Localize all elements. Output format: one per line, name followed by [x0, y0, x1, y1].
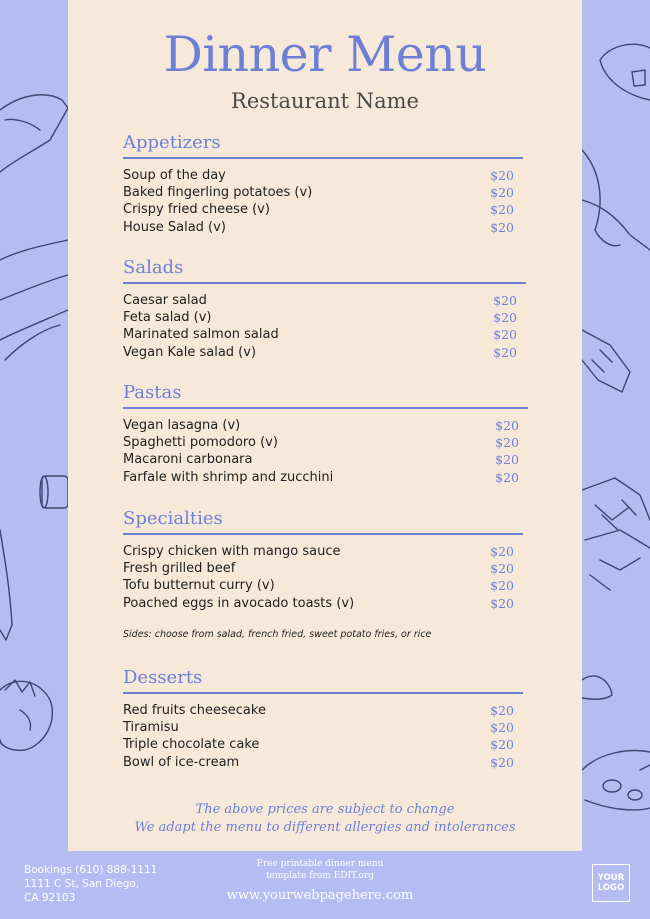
section-divider: [123, 157, 523, 159]
menu-item: [123, 184, 523, 201]
item-name: Soup of the day: [123, 168, 226, 184]
menu-item: [123, 292, 526, 309]
address-line-1: 1111 C St, San Diego,: [24, 878, 140, 890]
item-name: Triple chocolate cake: [123, 737, 260, 753]
section-appetizers: [123, 131, 523, 236]
menu-item: [123, 543, 523, 560]
template-credit: [200, 858, 440, 882]
contact-info: [24, 863, 157, 905]
address-line-2: CA 92103: [24, 892, 76, 904]
menu-item: [123, 309, 526, 326]
section-divider: [123, 407, 528, 409]
item-price: $20: [493, 310, 517, 326]
item-name: Bowl of ice-cream: [123, 754, 240, 770]
item-price: $20: [493, 327, 517, 343]
section-title: Pastas: [123, 382, 182, 403]
section-pastas: [123, 381, 528, 486]
menu-item: [123, 702, 523, 719]
item-name: Tiramisu: [123, 720, 179, 736]
item-name: Farfale with shrimp and zucchini: [123, 469, 334, 485]
item-name: Baked fingerling potatoes (v): [123, 185, 313, 201]
item-price: $20: [490, 578, 514, 594]
item-price: $20: [490, 561, 514, 577]
item-price: $20: [493, 293, 517, 309]
section-divider: [123, 282, 526, 284]
menu-item: [123, 595, 523, 612]
template-credit-line-1: Free printable dinner menu: [256, 859, 384, 869]
logo-line-1: YOUR: [597, 873, 625, 883]
allergy-note: We adapt the menu to different allergies and intolerances: [134, 820, 516, 835]
item-price: $20: [490, 219, 514, 235]
item-price: $20: [490, 754, 514, 770]
menu-item: [123, 219, 523, 236]
menu-item: [123, 417, 528, 434]
section-desserts: [123, 666, 523, 771]
section-title: Salads: [123, 257, 184, 278]
item-name: Poached eggs in avocado toasts (v): [123, 595, 355, 611]
menu-item: [123, 434, 528, 451]
item-name: Marinated salmon salad: [123, 327, 279, 343]
section-divider: [123, 533, 523, 535]
item-price: $20: [490, 202, 514, 218]
menu-item: [123, 201, 523, 218]
menu-item: [123, 577, 523, 594]
item-price: $20: [490, 703, 514, 719]
menu-item: [123, 469, 528, 486]
item-price: $20: [495, 452, 519, 468]
price-change-note: The above prices are subject to change: [195, 802, 455, 817]
item-price: $20: [493, 344, 517, 360]
section-title: Desserts: [123, 667, 203, 688]
item-name: Macaroni carbonara: [123, 452, 253, 468]
item-price: $20: [495, 469, 519, 485]
bookings-phone: Bookings (610) 888-1111: [24, 864, 158, 876]
item-price: $20: [490, 720, 514, 736]
item-price: $20: [490, 185, 514, 201]
sides-note: Sides: choose from salad, french fried, sweet potato fries, or rice: [123, 629, 432, 640]
menu-item: [123, 736, 523, 753]
item-price: $20: [490, 544, 514, 560]
menu-item: [123, 451, 528, 468]
menu-card: [68, 0, 582, 851]
menu-item: [123, 754, 523, 771]
restaurant-name: Restaurant Name: [231, 89, 419, 113]
section-salads: [123, 256, 526, 361]
item-price: $20: [495, 435, 519, 451]
menu-item: [123, 326, 526, 343]
menu-item: [123, 344, 526, 361]
item-name: Fresh grilled beef: [123, 561, 236, 577]
menu-title: Dinner Menu: [163, 26, 487, 83]
logo-placeholder: [592, 864, 630, 902]
menu-item: [123, 560, 523, 577]
item-price: $20: [490, 168, 514, 184]
website-url: www.yourwebpagehere.com: [226, 888, 414, 903]
item-name: Tofu butternut curry (v): [123, 578, 275, 594]
item-name: Vegan Kale salad (v): [123, 344, 257, 360]
item-name: Crispy chicken with mango sauce: [123, 544, 341, 560]
item-price: $20: [490, 737, 514, 753]
item-name: Red fruits cheesecake: [123, 703, 266, 719]
item-price: $20: [495, 418, 519, 434]
section-title: Appetizers: [123, 132, 221, 153]
section-specialties: [123, 507, 523, 612]
item-name: Crispy fried cheese (v): [123, 202, 270, 218]
item-name: Vegan lasagna (v): [123, 418, 241, 434]
section-divider: [123, 692, 523, 694]
item-price: $20: [490, 595, 514, 611]
section-title: Specialties: [123, 508, 223, 529]
item-name: Caesar salad: [123, 293, 207, 309]
menu-item: [123, 719, 523, 736]
template-credit-line-2: template from EDIT.org: [265, 871, 375, 881]
logo-line-2: LOGO: [597, 883, 625, 893]
item-name: Feta salad (v): [123, 310, 212, 326]
menu-item: [123, 167, 523, 184]
item-name: Spaghetti pomodoro (v): [123, 435, 278, 451]
item-name: House Salad (v): [123, 219, 226, 235]
